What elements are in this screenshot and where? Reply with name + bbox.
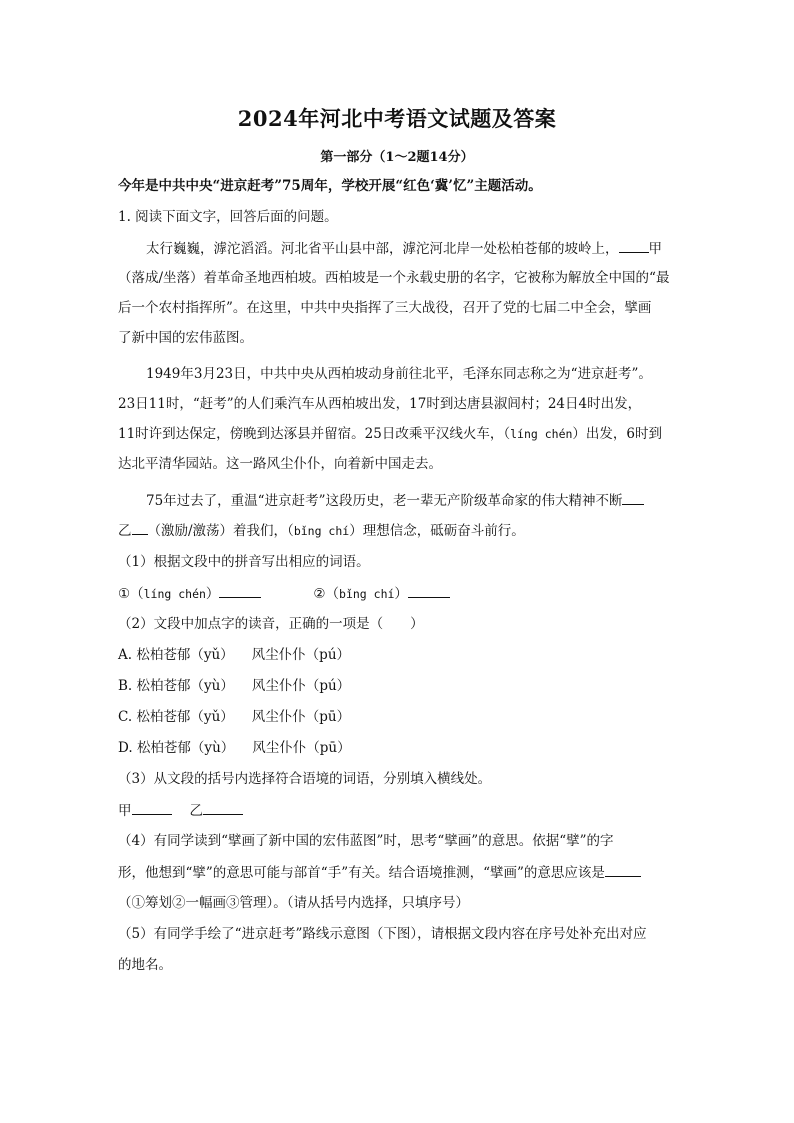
option-d[interactable]: D. 松柏苍郁（yù） 风尘仆仆（pū） [118, 740, 351, 756]
blank-yi-1b [132, 520, 148, 535]
question-1-heading: 1. 阅读下面文字，回答后面的问题。 [118, 209, 338, 225]
subquestion-5-line1: （5）有同学手绘了“进京赶考”路线示意图（下图），请根据文段内容在序号处补充出对应 [118, 926, 647, 942]
passage-p1-line1: 太行巍巍，滹沱滔滔。河北省平山县中部，滹沱河北岸一处松柏苍郁的坡岭上， 甲 [146, 238, 678, 259]
passage-p1-line4: 了新中国的宏伟蓝图。 [118, 330, 253, 346]
pinyin-ling-chen: líng chén [510, 427, 573, 441]
option-b[interactable]: B. 松柏苍郁（yù） 风尘仆仆（pú） [118, 678, 351, 694]
passage-p1-line2: （落成/坐落）着革命圣地西柏坡。西柏坡是一个永载史册的名字，它被称为解放全中国的“最 [118, 270, 670, 286]
page-title: 2024年河北中考语文试题及答案 [237, 106, 557, 131]
section-heading: 第一部分（1～2题14分） [320, 150, 474, 165]
option-a[interactable]: A. 松柏苍郁（yǔ） 风尘仆仆（pú） [118, 647, 351, 663]
blank-yi-1a [622, 490, 644, 505]
pinyin-bing-chi: bǐng chí [293, 524, 350, 538]
answer-jia-blank[interactable] [132, 800, 172, 815]
passage-p3-line2: 乙 （激励/激荡）着我们，（bǐng chí）理想信念，砥砺奋斗前行。 [118, 520, 678, 541]
subquestion-3-answers: 甲 乙 [118, 800, 678, 821]
passage-p2-line1: 1949年3月23日，中共中央从西柏坡动身前往北平，毛泽东同志称之为“进京赶考”。 [146, 366, 652, 382]
answer-2-blank[interactable] [408, 583, 450, 598]
passage-p2-line4: 达北平清华园站。这一路风尘仆仆，向着新中国走去。 [118, 456, 442, 472]
blank-jia-1 [619, 238, 649, 253]
intro-text: 今年是中共中央“进京赶考”75周年，学校开展“红色‘冀’忆”主题活动。 [118, 178, 542, 194]
answer-4-blank[interactable] [605, 862, 641, 877]
passage-p2-line3: 11时许到达保定，傍晚到达涿县并留宿。25日改乘平汉线火车，（líng chén）出发，6时到 [118, 426, 663, 442]
subquestion-2: （2）文段中加点字的读音，正确的一项是（ ） [118, 616, 424, 632]
passage-p1-line3: 后一个农村指挥所”。在这里，中共中央指挥了三大战役，召开了党的七届二中全会，擘画 [118, 300, 652, 316]
passage-p3-line1: 75年过去了，重温“进京赶考”这段历史，老一辈无产阶级革命家的伟大精神不断 [146, 490, 678, 511]
subquestion-4-line1: （4）有同学读到“擘画了新中国的宏伟蓝图”时，思考“擘画”的意思。依据“擘”的字 [118, 833, 614, 849]
subquestion-4-line3: （①筹划②一幅画③管理）。（请从括号内选择，只填序号） [118, 895, 469, 911]
answer-1-blank[interactable] [219, 583, 261, 598]
answer-yi-blank[interactable] [203, 800, 243, 815]
option-c[interactable]: C. 松柏苍郁（yǔ） 风尘仆仆（pū） [118, 709, 351, 725]
passage-p2-line2: 23日11时，“赶考”的人们乘汽车从西柏坡出发，17时到达唐县淑闾村；24日4时出发， [118, 396, 642, 412]
subquestion-3: （3）从文段的括号内选择符合语境的词语，分别填入横线处。 [118, 771, 492, 787]
subquestion-1: （1）根据文段中的拼音写出相应的词语。 [118, 554, 370, 570]
subquestion-5-line2: 的地名。 [118, 957, 172, 973]
subquestion-1-answers: ①（líng chén） ②（bǐng chí） [118, 583, 678, 604]
subquestion-4-line2: 形，他想到“擘”的意思可能与部首“手”有关。结合语境推测，“擘画”的意思应该是 [118, 862, 678, 883]
